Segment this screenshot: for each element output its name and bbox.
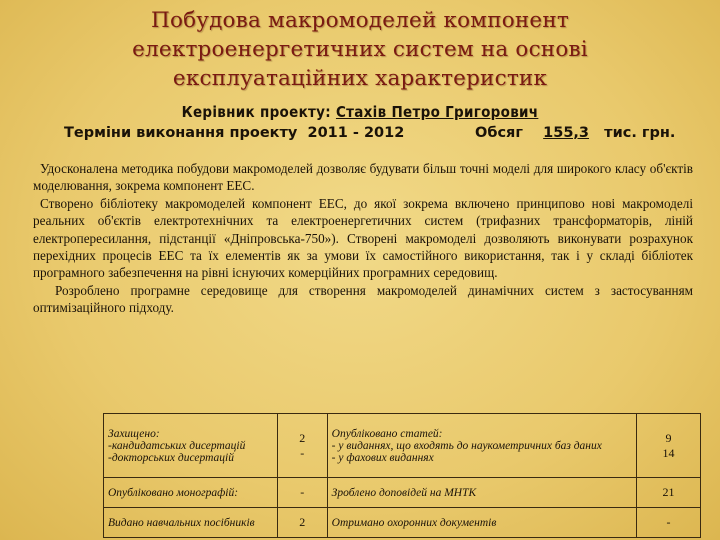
title-line: електроенергетичних систем на основі (132, 37, 588, 62)
page-title (40, 6, 680, 93)
volume-value: 155,3 (543, 125, 590, 141)
cell-value: 2 (277, 508, 327, 538)
cell-value: 9 (665, 430, 672, 445)
paragraph: Розроблено програмне середовище для створення макромоделей динамічних систем з застосуванням оптимізаційного підходу. (33, 282, 693, 316)
cell-value: - (277, 478, 327, 508)
cell-line: - у виданнях, що входять до наукометричних баз даних (331, 439, 602, 452)
cell-line: Захищено: (108, 427, 160, 440)
cell: Отримано охоронних документів (327, 508, 636, 538)
terms-period: 2011 - 2012 (307, 125, 405, 141)
terms-label: Терміни виконання проекту (64, 125, 298, 141)
table-row (104, 414, 701, 478)
defended-cell (104, 414, 278, 478)
cell-line: -кандидатських дисертацій (108, 439, 246, 452)
volume-label: Обсяг (475, 125, 523, 141)
cell-value: 2 (299, 430, 306, 445)
title-line: Побудова макромоделей компонент (151, 8, 569, 33)
project-description (33, 160, 693, 317)
paragraph: Удосконалена методика побудови макромоделей дозволяє будувати більш точні моделі для широкого класу об'єктів моделювання, зокрема компонент ЕЕС. (33, 161, 693, 194)
articles-values (637, 414, 701, 478)
cell-line: - у фахових виданнях (331, 451, 434, 464)
leader-name: Стахів Петро Григорович (335, 103, 539, 121)
leader-label: Керівник проекту: (181, 103, 331, 121)
volume-unit: тис. грн. (604, 125, 676, 141)
cell-value: - (637, 508, 701, 538)
cell-value: 14 (662, 445, 675, 460)
table-row (104, 478, 701, 508)
cell-line: -докторських дисертацій (108, 451, 234, 464)
articles-cell (327, 414, 636, 478)
cell-line: Опубліковано статей: (331, 427, 443, 440)
results-table (103, 413, 701, 538)
cell: Видано навчальних посібників (104, 508, 278, 538)
cell: Опубліковано монографій: (104, 478, 278, 508)
project-terms (64, 125, 704, 141)
paragraph: Створено бібліотеку макромоделей компонент ЕЕС, до якої зокрема включено принципово нові макромоделі реальних об'єктів електротехнічних та електроенергетичних систем (трифазних трансформаторів, ліній електропересилання, підстанції «Дніпровська-750»). Створені макромоделі дозволяють виконувати розрахунок перехідних процесів ЕЕС та їх елементів як за умови їх самостійного використання, так і у складі бібліотек програмного забезпечення на рівні існуючих комерційних програмних середовищ. (33, 195, 693, 281)
cell-value: - (300, 445, 305, 460)
cell: Зроблено доповідей на МНТК (327, 478, 636, 508)
cell-value: 21 (637, 478, 701, 508)
project-leader (0, 103, 720, 121)
defended-values (277, 414, 327, 478)
table-row (104, 508, 701, 538)
title-line: експлуатаційних характеристик (172, 66, 548, 91)
project-volume (475, 125, 675, 141)
